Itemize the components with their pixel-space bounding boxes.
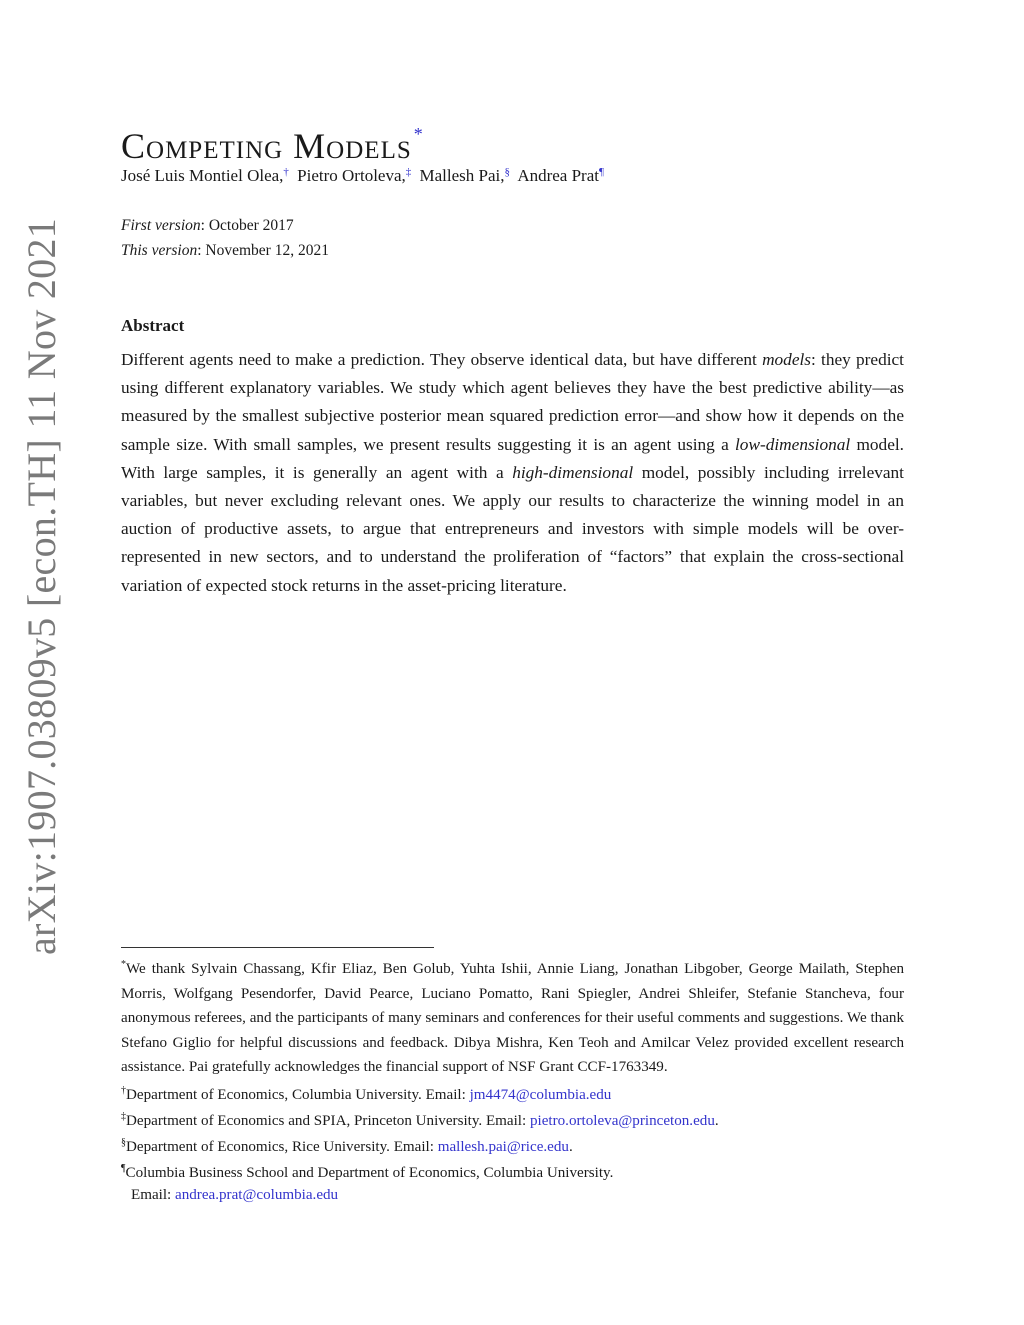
footnote-text: Email: <box>131 1186 176 1203</box>
author-list <box>121 166 608 186</box>
footnotes <box>121 953 904 1206</box>
author-name: Pietro Ortoleva, <box>297 166 406 185</box>
title-footnote-mark[interactable]: * <box>413 124 424 145</box>
footnote-mark: ‡ <box>121 1110 126 1122</box>
email-link-pai[interactable]: mallesh.pai@rice.edu <box>437 1138 569 1155</box>
paper-title <box>121 124 424 167</box>
footnote-pai <box>121 1132 904 1158</box>
author-footnote-mark[interactable]: ‡ <box>405 166 412 178</box>
footnote-text: Department of Economics and SPIA, Princeton University. Email: <box>126 1112 530 1129</box>
this-version-date: : November 12, 2021 <box>197 242 329 259</box>
author-name: José Luis Montiel Olea, <box>121 166 284 185</box>
footnote-text: We thank Sylvain Chassang, Kfir Eliaz, Ben Golub, Yuhta Ishii, Annie Liang, Jonathan Libgober, George Mailath, Stephen Morris, Wolfgang Pesendorfer, David Pearce, Luciano Pomatto, Rani Spiegler, Andrei Shleifer, Stefanie Stancheva, four anonymous referees, and the participants of many seminars and conferences for their useful comments and suggestions. We thank Stefano Giglio for helpful discussions and feedback. Dibya Mishra, Ken Teoh and Amilcar Velez provided excellent research assistance. Pai gratefully acknowledges the financial support of NSF Grant CCF-1763349. <box>121 961 904 1076</box>
footnote-period: . <box>568 1138 573 1155</box>
this-version-line <box>121 238 329 263</box>
this-version-label: This version <box>121 242 198 259</box>
footnote-mark: † <box>121 1084 126 1096</box>
footnote-text: Department of Economics, Columbia University. Email: <box>126 1086 470 1103</box>
author-prat <box>517 166 604 185</box>
email-link-prat[interactable]: andrea.prat@columbia.edu <box>175 1186 339 1203</box>
footnote-acknowledgements <box>121 953 904 1080</box>
first-version-label: First version <box>121 217 201 234</box>
abstract-heading: Abstract <box>121 316 185 335</box>
email-link-olea[interactable]: jm4474@columbia.edu <box>469 1086 612 1103</box>
arxiv-identifier-stamp: arXiv:1907.03809v5 [econ.TH] 11 Nov 2021 <box>19 217 64 955</box>
footnote-mark: ¶ <box>121 1162 126 1174</box>
abstract-text <box>121 346 904 600</box>
title-text: Competing Models <box>121 126 412 167</box>
abstract-emphasis: high-dimensional <box>512 462 634 482</box>
first-version-date: : October 2017 <box>200 217 294 234</box>
first-version-line <box>121 213 329 238</box>
author-name: Andrea Prat <box>517 166 599 185</box>
email-link-ortoleva[interactable]: pietro.ortoleva@princeton.edu <box>529 1112 715 1129</box>
footnote-text: Columbia Business School and Department of Economics, Columbia University. <box>125 1164 614 1181</box>
abstract-emphasis: low-dimensional <box>735 434 851 454</box>
author-olea <box>121 166 289 185</box>
abstract-segment: model, possibly including irrelevant variables, but never excluding relevant ones. We apply our results to characterize the winning model in an auction of productive assets, to argue that entrepreneurs and investors with simple models will be over-represented in new sectors, and to understand the proliferation of “factors” that explain the cross-sectional variation of expected stock returns in the asset-pricing literature. <box>121 462 904 595</box>
abstract-segment: model. With large samples, it is generally an agent with a <box>121 434 904 482</box>
footnote-prat-email <box>121 1184 904 1206</box>
footnote-olea <box>121 1080 904 1106</box>
footnote-ortoleva <box>121 1106 904 1132</box>
footnote-period: . <box>714 1112 719 1129</box>
author-footnote-mark[interactable]: § <box>504 166 511 178</box>
author-footnote-mark[interactable]: † <box>283 166 289 178</box>
author-footnote-mark[interactable]: ¶ <box>599 166 604 178</box>
abstract-segment: : they predict using different explanatory variables. We study which agent believes they have the best predictive ability—as measured by the smallest subjective posterior mean squared prediction error—and show how it depends on the sample size. With small samples, we present results suggesting it is an agent using a <box>121 350 904 454</box>
version-info <box>121 213 329 263</box>
footnote-text: Department of Economics, Rice University. Email: <box>126 1138 438 1155</box>
footnote-mark: * <box>121 959 126 970</box>
footnote-divider <box>121 947 434 948</box>
author-name: Mallesh Pai, <box>419 166 505 185</box>
abstract-segment: Different agents need to make a prediction. They observe identical data, but have different <box>121 350 763 369</box>
abstract-emphasis: models <box>762 350 812 369</box>
footnote-prat <box>121 1158 904 1184</box>
author-ortoleva <box>297 166 411 185</box>
author-pai <box>420 166 511 185</box>
footnote-mark: § <box>121 1136 126 1148</box>
